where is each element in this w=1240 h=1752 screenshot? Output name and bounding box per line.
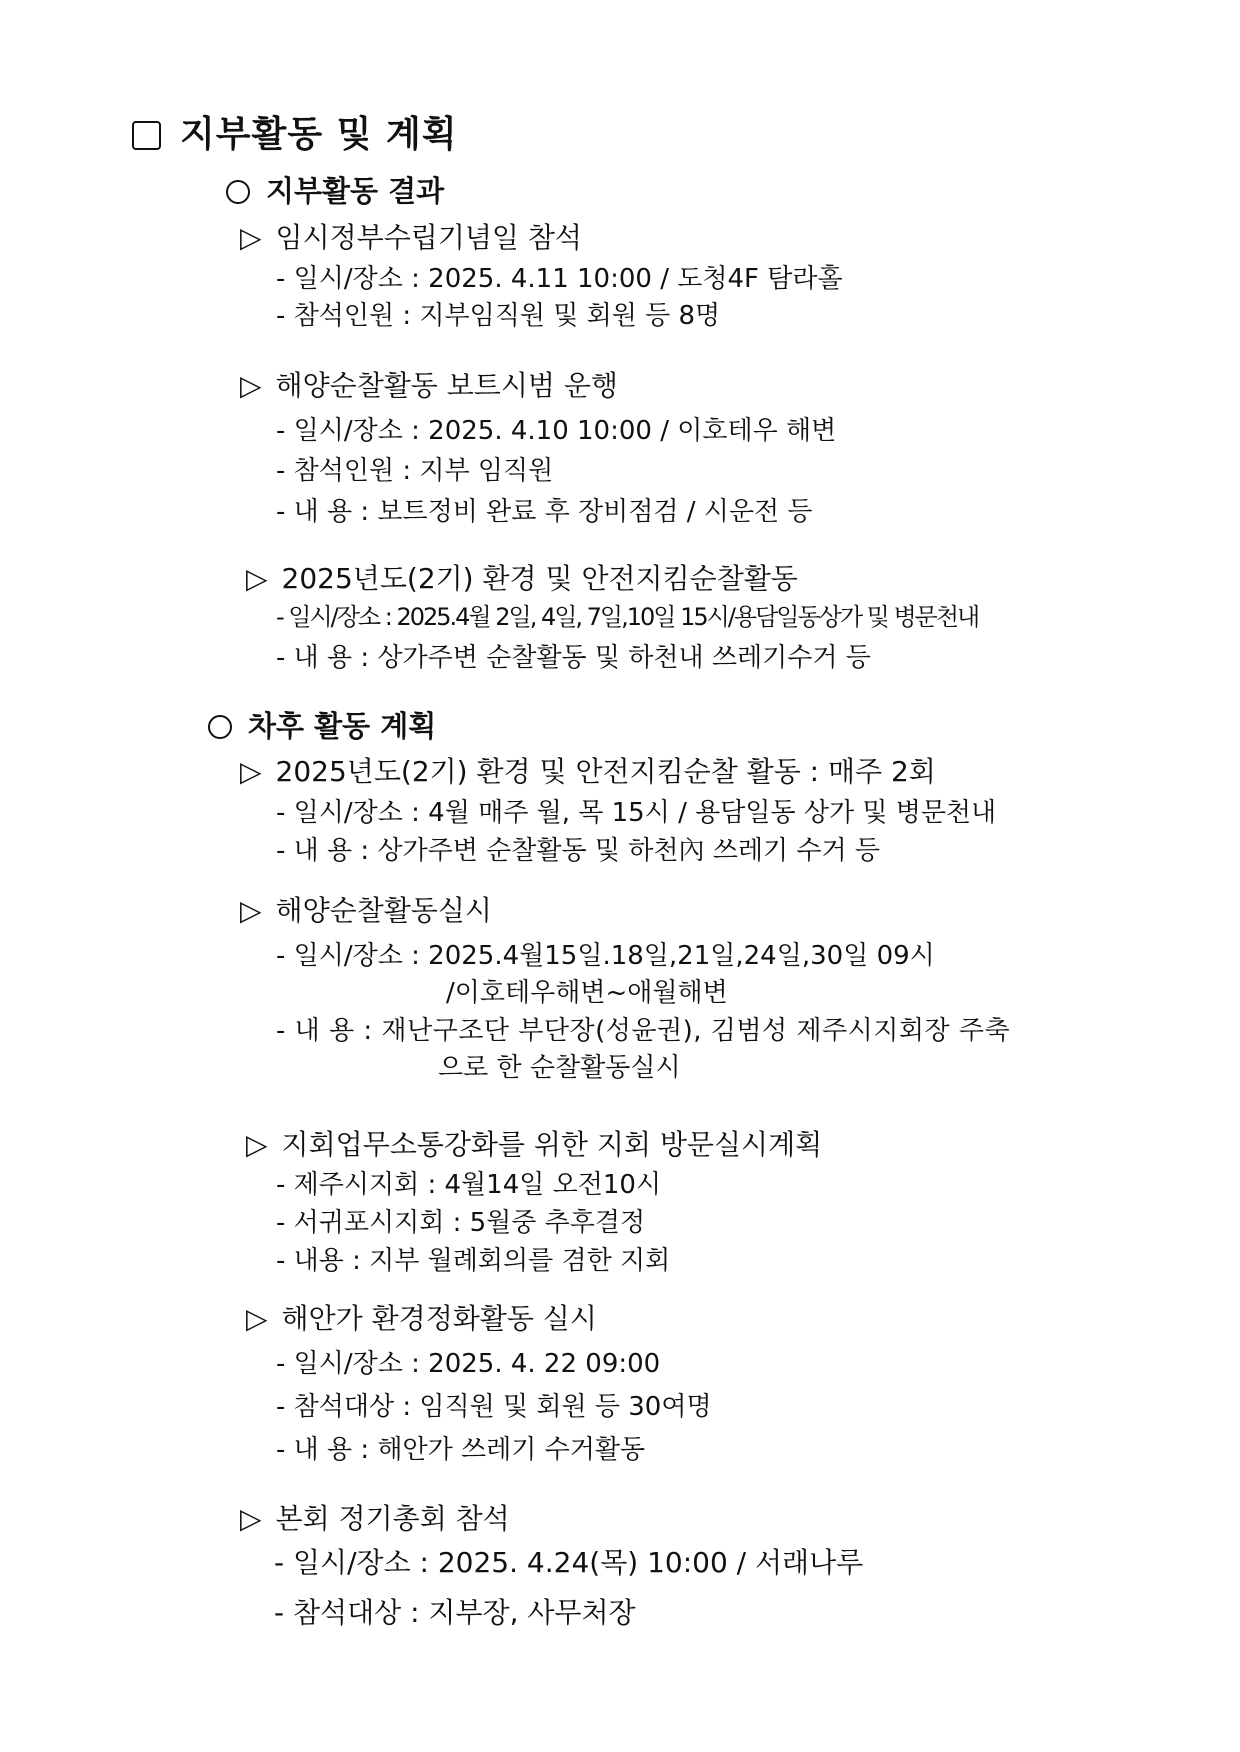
item-title: [240, 221, 582, 254]
item-title-text: 2025년도(2기) 환경 및 안전지킴순찰활동: [281, 562, 798, 595]
item-title: [240, 755, 936, 788]
item-title: [246, 562, 798, 595]
item-title-text: 지회업무소통강화를 위한 지회 방문실시계획: [281, 1128, 823, 1161]
triangle-bullet-icon: ▷: [240, 369, 262, 402]
section-heading-plans: 차후 활동 계획: [248, 709, 437, 743]
page-title: 지부활동 및 계획: [180, 114, 458, 155]
item-detail: - 참석대상 : 임직원 및 회원 등 30여명: [276, 1392, 712, 1422]
item-detail: - 내 용 : 보트정비 완료 후 장비점검 / 시운전 등: [276, 497, 813, 527]
triangle-bullet-icon: ▷: [240, 221, 262, 254]
item-detail-continued: 으로 한 순찰활동실시: [438, 1053, 681, 1083]
circle-bullet-icon: [208, 715, 232, 739]
triangle-bullet-icon: ▷: [246, 1302, 268, 1335]
triangle-bullet-icon: ▷: [246, 1128, 268, 1161]
item-title-text: 해안가 환경정화활동 실시: [281, 1302, 597, 1335]
item-detail: - 일시/장소 : 2025. 4.10 10:00 / 이호테우 해변: [276, 416, 837, 446]
item-title: [240, 369, 618, 402]
item-detail: - 내 용 : 재난구조단 부단장(성윤권), 김범성 제주시지회장 주축: [276, 1016, 1011, 1046]
item-detail: - 참석대상 : 지부장, 사무처장: [274, 1596, 636, 1629]
triangle-bullet-icon: ▷: [240, 755, 262, 788]
item-detail: - 내 용 : 해안가 쓰레기 수거활동: [276, 1435, 646, 1465]
item-detail: - 참석인원 : 지부임직원 및 회원 등 8명: [276, 301, 721, 331]
item-detail: - 서귀포시지회 : 5월중 추후결정: [276, 1208, 646, 1238]
item-detail: - 일시/장소 : 2025.4월15일.18일,21일,24일,30일 09시: [276, 941, 935, 971]
item-title: [240, 1502, 510, 1535]
item-title-text: 본회 정기총회 참석: [275, 1502, 510, 1535]
triangle-bullet-icon: ▷: [246, 562, 268, 595]
item-title-text: 2025년도(2기) 환경 및 안전지킴순찰 활동 : 매주 2회: [275, 755, 936, 788]
triangle-bullet-icon: ▷: [240, 1502, 262, 1535]
item-title: [246, 1302, 597, 1335]
item-title: [240, 894, 492, 927]
item-detail: - 일시/장소 : 2025. 4. 22 09:00: [276, 1349, 661, 1379]
item-detail-continued: /이호테우해변~애월해변: [446, 978, 728, 1008]
item-title: [246, 1128, 823, 1161]
item-title-text: 해양순찰활동실시: [275, 894, 492, 927]
section-heading-results: 지부활동 결과: [266, 174, 445, 208]
item-detail: - 일시/장소 : 4월 매주 월, 목 15시 / 용담일동 상가 및 병문천내: [276, 798, 997, 828]
item-detail: - 내용 : 지부 월례회의를 겸한 지회: [276, 1246, 671, 1276]
item-detail: - 참석인원 : 지부 임직원: [276, 456, 554, 486]
item-detail: - 내 용 : 상가주변 순찰활동 및 하천내 쓰레기수거 등: [276, 643, 871, 673]
item-detail: - 일시/장소 : 2025. 4.11 10:00 / 도청4F 탐라홀: [276, 264, 843, 294]
circle-bullet-icon: [226, 180, 250, 204]
item-detail: - 일시/장소 : 2025. 4.24(목) 10:00 / 서래나루: [274, 1546, 864, 1579]
item-title-text: 해양순찰활동 보트시범 운행: [275, 369, 618, 402]
item-detail: - 일시/장소 : 2025.4월 2일, 4일, 7일,10일 15시/용담일동상가 및 병문천내: [276, 603, 979, 631]
item-detail: - 내 용 : 상가주변 순찰활동 및 하천內 쓰레기 수거 등: [276, 836, 880, 866]
triangle-bullet-icon: ▷: [240, 894, 262, 927]
item-detail: - 제주시지회 : 4월14일 오전10시: [276, 1170, 662, 1200]
checkbox-square-icon: [132, 121, 161, 150]
item-title-text: 임시정부수립기념일 참석: [275, 221, 582, 254]
